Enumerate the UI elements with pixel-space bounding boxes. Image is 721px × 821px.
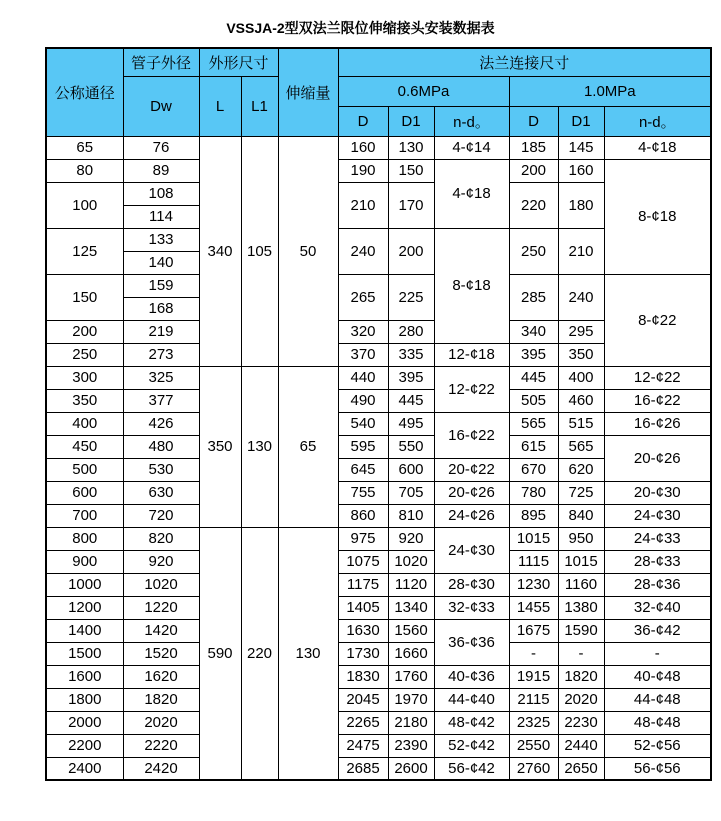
table-cell: 1830 <box>338 665 388 688</box>
table-cell: 300 <box>46 366 123 389</box>
table-cell: 1340 <box>388 596 434 619</box>
table-cell: 950 <box>558 527 604 550</box>
table-cell: 1000 <box>46 573 123 596</box>
table-cell: 490 <box>338 389 388 412</box>
table-cell: 2220 <box>123 734 199 757</box>
table-row <box>46 734 711 757</box>
table-cell: 150 <box>46 274 123 320</box>
table-cell: 340 <box>199 136 241 366</box>
table-cell: 2265 <box>338 711 388 734</box>
table-cell: 265 <box>338 274 388 320</box>
table-cell: 2600 <box>388 757 434 780</box>
header-d1-10: D1 <box>558 106 604 136</box>
table-cell: 840 <box>558 504 604 527</box>
table-cell: 395 <box>509 343 558 366</box>
table-cell: 12-¢22 <box>604 366 711 389</box>
table-cell: 900 <box>46 550 123 573</box>
table-cell: 325 <box>123 366 199 389</box>
header-row-1 <box>46 48 711 76</box>
table-cell: - <box>509 642 558 665</box>
table-cell: 220 <box>241 527 278 780</box>
table-cell: 1420 <box>123 619 199 642</box>
table-cell: 1220 <box>123 596 199 619</box>
table-cell: 89 <box>123 159 199 182</box>
table-cell: 24-¢30 <box>434 527 509 573</box>
table-cell: 280 <box>388 320 434 343</box>
header-dw: Dw <box>123 76 199 136</box>
table-cell: 755 <box>338 481 388 504</box>
table-cell: 725 <box>558 481 604 504</box>
table-cell: 1075 <box>338 550 388 573</box>
table-cell: 895 <box>509 504 558 527</box>
table-cell: 440 <box>338 366 388 389</box>
table-cell: 2400 <box>46 757 123 780</box>
table-cell: 1405 <box>338 596 388 619</box>
table-cell: 2115 <box>509 688 558 711</box>
header-pressure-10mpa: 1.0MPa <box>509 76 711 106</box>
table-cell: 1915 <box>509 665 558 688</box>
table-cell: 240 <box>558 274 604 320</box>
header-nd-06: n-d。 <box>434 106 509 136</box>
table-cell: 200 <box>388 228 434 274</box>
table-cell: 1620 <box>123 665 199 688</box>
table-cell: 180 <box>558 182 604 228</box>
table-cell: 219 <box>123 320 199 343</box>
table-cell: 1590 <box>558 619 604 642</box>
table-row <box>46 389 711 412</box>
table-row <box>46 596 711 619</box>
header-row-2 <box>46 76 711 106</box>
table-cell: 295 <box>558 320 604 343</box>
table-cell: 2325 <box>509 711 558 734</box>
table-cell: 185 <box>509 136 558 159</box>
table-cell: 1115 <box>509 550 558 573</box>
table-cell: 20-¢22 <box>434 458 509 481</box>
table-cell: 133 <box>123 228 199 251</box>
table-cell: 125 <box>46 228 123 274</box>
header-nominal-diameter: 公称通径 <box>46 48 123 136</box>
table-cell: 48-¢48 <box>604 711 711 734</box>
table-cell: 36-¢36 <box>434 619 509 665</box>
table-cell: 335 <box>388 343 434 366</box>
table-cell: 160 <box>558 159 604 182</box>
table-cell: 130 <box>278 527 338 780</box>
table-cell: 395 <box>388 366 434 389</box>
table-cell: 2760 <box>509 757 558 780</box>
table-cell: 590 <box>199 527 241 780</box>
table-cell: 56-¢56 <box>604 757 711 780</box>
table-cell: 700 <box>46 504 123 527</box>
table-cell: 130 <box>241 366 278 527</box>
table-cell: 105 <box>241 136 278 366</box>
table-cell: 495 <box>388 412 434 435</box>
table-cell: 36-¢42 <box>604 619 711 642</box>
table-cell: 44-¢48 <box>604 688 711 711</box>
table-row <box>46 642 711 665</box>
table-cell: 168 <box>123 297 199 320</box>
table-cell: 8-¢18 <box>434 228 509 343</box>
table-cell: 210 <box>338 182 388 228</box>
header-pressure-06mpa: 0.6MPa <box>338 76 509 106</box>
table-row <box>46 665 711 688</box>
table-row <box>46 504 711 527</box>
table-cell: 2045 <box>338 688 388 711</box>
table-cell: 52-¢56 <box>604 734 711 757</box>
table-cell: 2390 <box>388 734 434 757</box>
table-cell: 1380 <box>558 596 604 619</box>
table-cell: 100 <box>46 182 123 228</box>
table-cell: 16-¢26 <box>604 412 711 435</box>
header-l: L <box>199 76 241 136</box>
table-row <box>46 527 711 550</box>
table-cell: 2650 <box>558 757 604 780</box>
table-cell: 24-¢33 <box>604 527 711 550</box>
table-cell: 20-¢26 <box>434 481 509 504</box>
table-cell: 540 <box>338 412 388 435</box>
header-expansion-amount: 伸缩量 <box>278 48 338 136</box>
table-row <box>46 711 711 734</box>
table-cell: 500 <box>46 458 123 481</box>
table-cell: 350 <box>558 343 604 366</box>
table-cell: 24-¢30 <box>604 504 711 527</box>
table-cell: 2550 <box>509 734 558 757</box>
table-cell: 52-¢42 <box>434 734 509 757</box>
table-cell: 273 <box>123 343 199 366</box>
table-row <box>46 136 711 159</box>
table-cell: 600 <box>46 481 123 504</box>
table-cell: 225 <box>388 274 434 320</box>
table-cell: 350 <box>46 389 123 412</box>
table-cell: 1500 <box>46 642 123 665</box>
table-cell: 159 <box>123 274 199 297</box>
table-cell: 2020 <box>123 711 199 734</box>
table-cell: 40-¢36 <box>434 665 509 688</box>
table-cell: 920 <box>123 550 199 573</box>
header-d-10: D <box>509 106 558 136</box>
table-cell: 250 <box>46 343 123 366</box>
table-cell: 108 <box>123 182 199 205</box>
table-cell: 240 <box>338 228 388 274</box>
table-cell: 720 <box>123 504 199 527</box>
table-cell: 530 <box>123 458 199 481</box>
table-cell: 16-¢22 <box>434 412 509 458</box>
table-cell: 460 <box>558 389 604 412</box>
table-cell: 76 <box>123 136 199 159</box>
table-cell: 200 <box>509 159 558 182</box>
table-cell: 150 <box>388 159 434 182</box>
table-cell: 12-¢22 <box>434 366 509 412</box>
table-cell: 160 <box>338 136 388 159</box>
table-cell: 1160 <box>558 573 604 596</box>
table-cell: 1455 <box>509 596 558 619</box>
table-cell: 920 <box>388 527 434 550</box>
table-cell: 820 <box>123 527 199 550</box>
table-cell: 645 <box>338 458 388 481</box>
table-body <box>46 136 711 780</box>
table-cell: 445 <box>509 366 558 389</box>
table-cell: 80 <box>46 159 123 182</box>
header-pipe-outer-diameter: 管子外径 <box>123 48 199 76</box>
table-cell: 2000 <box>46 711 123 734</box>
spec-table <box>45 47 712 781</box>
table-row <box>46 688 711 711</box>
table-cell: 20-¢30 <box>604 481 711 504</box>
table-cell: 1560 <box>388 619 434 642</box>
header-l1: L1 <box>241 76 278 136</box>
table-cell: 377 <box>123 389 199 412</box>
table-cell: 1230 <box>509 573 558 596</box>
table-cell: 810 <box>388 504 434 527</box>
header-d1-06: D1 <box>388 106 434 136</box>
table-cell: 370 <box>338 343 388 366</box>
table-cell: 1520 <box>123 642 199 665</box>
table-cell: - <box>604 642 711 665</box>
table-cell: 565 <box>509 412 558 435</box>
table-cell: 340 <box>509 320 558 343</box>
table-cell: 44-¢40 <box>434 688 509 711</box>
table-cell: 2200 <box>46 734 123 757</box>
table-cell: 190 <box>338 159 388 182</box>
table-cell: 1800 <box>46 688 123 711</box>
table-cell: 400 <box>558 366 604 389</box>
table-cell: 1020 <box>123 573 199 596</box>
table-cell: 250 <box>509 228 558 274</box>
table-cell: 505 <box>509 389 558 412</box>
table-cell: 595 <box>338 435 388 458</box>
table-cell: 1200 <box>46 596 123 619</box>
table-cell: 350 <box>199 366 241 527</box>
table-cell: 220 <box>509 182 558 228</box>
table-row <box>46 159 711 182</box>
table-cell: 1020 <box>388 550 434 573</box>
table-header <box>46 48 711 136</box>
table-cell: 445 <box>388 389 434 412</box>
table-cell: 1015 <box>558 550 604 573</box>
header-flange-connection: 法兰连接尺寸 <box>338 48 711 76</box>
table-cell: 8-¢22 <box>604 274 711 366</box>
table-cell: 860 <box>338 504 388 527</box>
table-cell: 200 <box>46 320 123 343</box>
table-cell: 56-¢42 <box>434 757 509 780</box>
table-cell: 426 <box>123 412 199 435</box>
header-d-06: D <box>338 106 388 136</box>
table-cell: 780 <box>509 481 558 504</box>
page-title: VSSJA-2型双法兰限位伸缩接头安装数据表 <box>226 20 495 36</box>
table-cell: 2420 <box>123 757 199 780</box>
table-cell: 210 <box>558 228 604 274</box>
table-cell: 32-¢33 <box>434 596 509 619</box>
table-cell: 975 <box>338 527 388 550</box>
table-cell: 800 <box>46 527 123 550</box>
table-row <box>46 481 711 504</box>
table-cell: 1600 <box>46 665 123 688</box>
table-cell: - <box>558 642 604 665</box>
table-cell: 50 <box>278 136 338 366</box>
table-cell: 480 <box>123 435 199 458</box>
table-cell: 140 <box>123 251 199 274</box>
table-cell: 8-¢18 <box>604 159 711 274</box>
table-cell: 320 <box>338 320 388 343</box>
table-cell: 2020 <box>558 688 604 711</box>
table-cell: 1675 <box>509 619 558 642</box>
table-cell: 620 <box>558 458 604 481</box>
table-cell: 630 <box>123 481 199 504</box>
table-cell: 670 <box>509 458 558 481</box>
table-cell: 114 <box>123 205 199 228</box>
table-cell: 285 <box>509 274 558 320</box>
table-cell: 1820 <box>558 665 604 688</box>
table-cell: 4-¢18 <box>604 136 711 159</box>
table-row <box>46 274 711 297</box>
table-cell: 2180 <box>388 711 434 734</box>
header-overall-dimensions: 外形尺寸 <box>199 48 278 76</box>
table-cell: 1400 <box>46 619 123 642</box>
table-cell: 28-¢33 <box>604 550 711 573</box>
table-cell: 170 <box>388 182 434 228</box>
table-cell: 450 <box>46 435 123 458</box>
table-cell: 550 <box>388 435 434 458</box>
table-cell: 12-¢18 <box>434 343 509 366</box>
table-cell: 705 <box>388 481 434 504</box>
table-cell: 32-¢40 <box>604 596 711 619</box>
table-row <box>46 412 711 435</box>
table-row <box>46 619 711 642</box>
table-row <box>46 550 711 573</box>
table-cell: 4-¢18 <box>434 159 509 228</box>
table-row <box>46 757 711 780</box>
table-cell: 28-¢30 <box>434 573 509 596</box>
table-cell: 400 <box>46 412 123 435</box>
table-cell: 1730 <box>338 642 388 665</box>
table-cell: 48-¢42 <box>434 711 509 734</box>
table-cell: 1660 <box>388 642 434 665</box>
table-cell: 2230 <box>558 711 604 734</box>
table-cell: 24-¢26 <box>434 504 509 527</box>
table-cell: 1630 <box>338 619 388 642</box>
table-cell: 1015 <box>509 527 558 550</box>
table-cell: 515 <box>558 412 604 435</box>
table-cell: 40-¢48 <box>604 665 711 688</box>
table-cell: 16-¢22 <box>604 389 711 412</box>
table-row <box>46 435 711 458</box>
table-cell: 130 <box>388 136 434 159</box>
table-cell: 28-¢36 <box>604 573 711 596</box>
table-cell: 1175 <box>338 573 388 596</box>
table-cell: 2440 <box>558 734 604 757</box>
table-cell: 600 <box>388 458 434 481</box>
table-cell: 145 <box>558 136 604 159</box>
table-cell: 65 <box>46 136 123 159</box>
table-cell: 65 <box>278 366 338 527</box>
table-cell: 1970 <box>388 688 434 711</box>
table-cell: 1120 <box>388 573 434 596</box>
table-row <box>46 573 711 596</box>
table-cell: 565 <box>558 435 604 458</box>
table-cell: 2685 <box>338 757 388 780</box>
table-cell: 2475 <box>338 734 388 757</box>
table-row <box>46 366 711 389</box>
table-cell: 20-¢26 <box>604 435 711 481</box>
header-nd-10: n-d。 <box>604 106 711 136</box>
table-cell: 4-¢14 <box>434 136 509 159</box>
table-cell: 1820 <box>123 688 199 711</box>
table-cell: 615 <box>509 435 558 458</box>
table-cell: 1760 <box>388 665 434 688</box>
